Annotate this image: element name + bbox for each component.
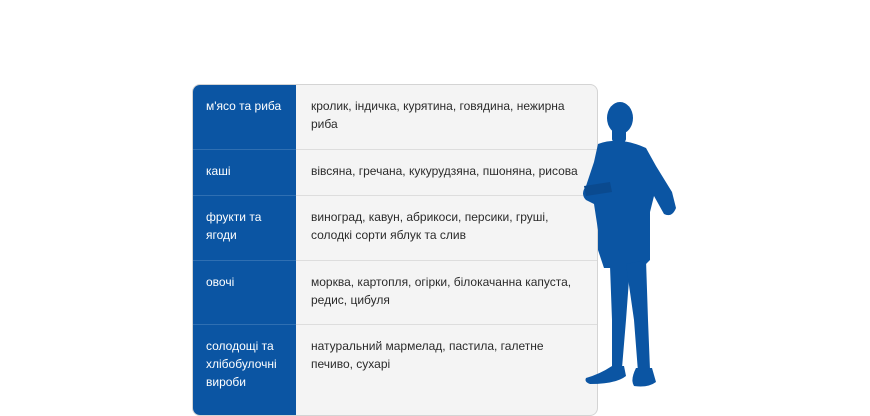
standing-man-icon bbox=[576, 100, 682, 400]
category-cell: каші bbox=[193, 149, 296, 195]
table-row bbox=[193, 85, 597, 149]
food-table bbox=[192, 84, 598, 416]
items-cell: морква, картопля, огірки, білокачанна капуста, редис, цибуля bbox=[311, 275, 572, 307]
table-row bbox=[193, 260, 597, 324]
category-cell: овочі bbox=[193, 260, 296, 324]
category-cell: м'ясо та риба bbox=[193, 85, 296, 149]
items-cell: натуральний мармелад, пастила, галетне печиво, сухарі bbox=[311, 339, 544, 371]
table-row bbox=[193, 195, 597, 260]
table-row bbox=[193, 149, 597, 195]
category-cell: фрукти та ягоди bbox=[193, 195, 296, 260]
category-cell: солодощі та хлібобулочні вироби bbox=[193, 324, 296, 416]
items-cell: вівсяна, гречана, кукурудзяна, пшоняна, рисова bbox=[311, 164, 578, 178]
table-row bbox=[193, 324, 597, 416]
items-cell: виноград, кавун, абрикоси, персики, груші, солодкі сорти яблук та слив bbox=[311, 210, 549, 242]
items-cell: кролик, індичка, курятина, говядина, нежирна риба bbox=[311, 99, 565, 131]
